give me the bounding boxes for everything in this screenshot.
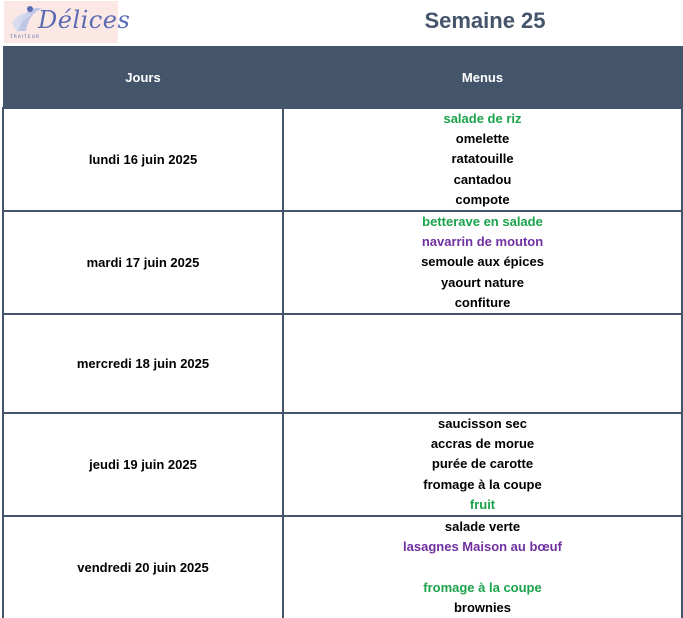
table-row [3, 211, 682, 314]
menu-dish: confiture [454, 294, 511, 310]
menu-dish: compote [455, 191, 510, 207]
day-cell: jeudi 19 juin 2025 [3, 413, 283, 516]
menu-dish: cantadou [453, 171, 512, 187]
table-row [3, 108, 682, 211]
day-cell: lundi 16 juin 2025 [3, 108, 283, 211]
table-row [3, 413, 682, 516]
menu-dish: salade de riz [443, 111, 522, 126]
menu-dish: betterave en salade [422, 214, 543, 230]
column-header-menus: Menus [283, 47, 682, 109]
logo-word: Délices [38, 6, 131, 34]
table-header-row [3, 47, 682, 109]
menu-dish: saucisson sec [438, 416, 527, 432]
table-row [3, 314, 682, 413]
menu-dish: omelette [455, 131, 510, 147]
menu-dish: brownies [453, 599, 512, 615]
day-cell: mercredi 18 juin 2025 [3, 314, 283, 413]
menu-dish: salade verte [444, 519, 521, 535]
menu-cell [283, 314, 682, 413]
menu-dish: semoule aux épices [421, 254, 544, 270]
day-cell: vendredi 20 juin 2025 [3, 516, 283, 618]
week-title: Semaine 25 [424, 8, 546, 33]
menu-dish [284, 557, 681, 577]
table-row [3, 516, 682, 618]
menu-dish: accras de morue [430, 436, 535, 452]
menu-table-body [3, 108, 682, 618]
day-cell: mardi 17 juin 2025 [3, 211, 283, 314]
menu-table [2, 46, 683, 618]
menu-dish: lasagnes Maison au bœuf [403, 539, 562, 555]
logo-subtitle: TRAITEUR [10, 35, 41, 40]
menu-dish: fromage à la coupe [423, 476, 542, 492]
menu-cell [283, 108, 682, 211]
menu-dish: fromage à la coupe [423, 579, 542, 595]
logo [4, 1, 131, 43]
menu-dish: ratatouille [451, 151, 514, 167]
menu-cell [283, 211, 682, 314]
menu-cell [283, 516, 682, 618]
menu-cell [283, 413, 682, 516]
menu-dish: purée de carotte [431, 456, 534, 472]
column-header-days: Jours [3, 47, 283, 109]
menu-dish: navarrin de mouton [421, 234, 544, 250]
menu-dish: fruit [469, 496, 496, 512]
menu-dish: yaourt nature [440, 274, 525, 290]
